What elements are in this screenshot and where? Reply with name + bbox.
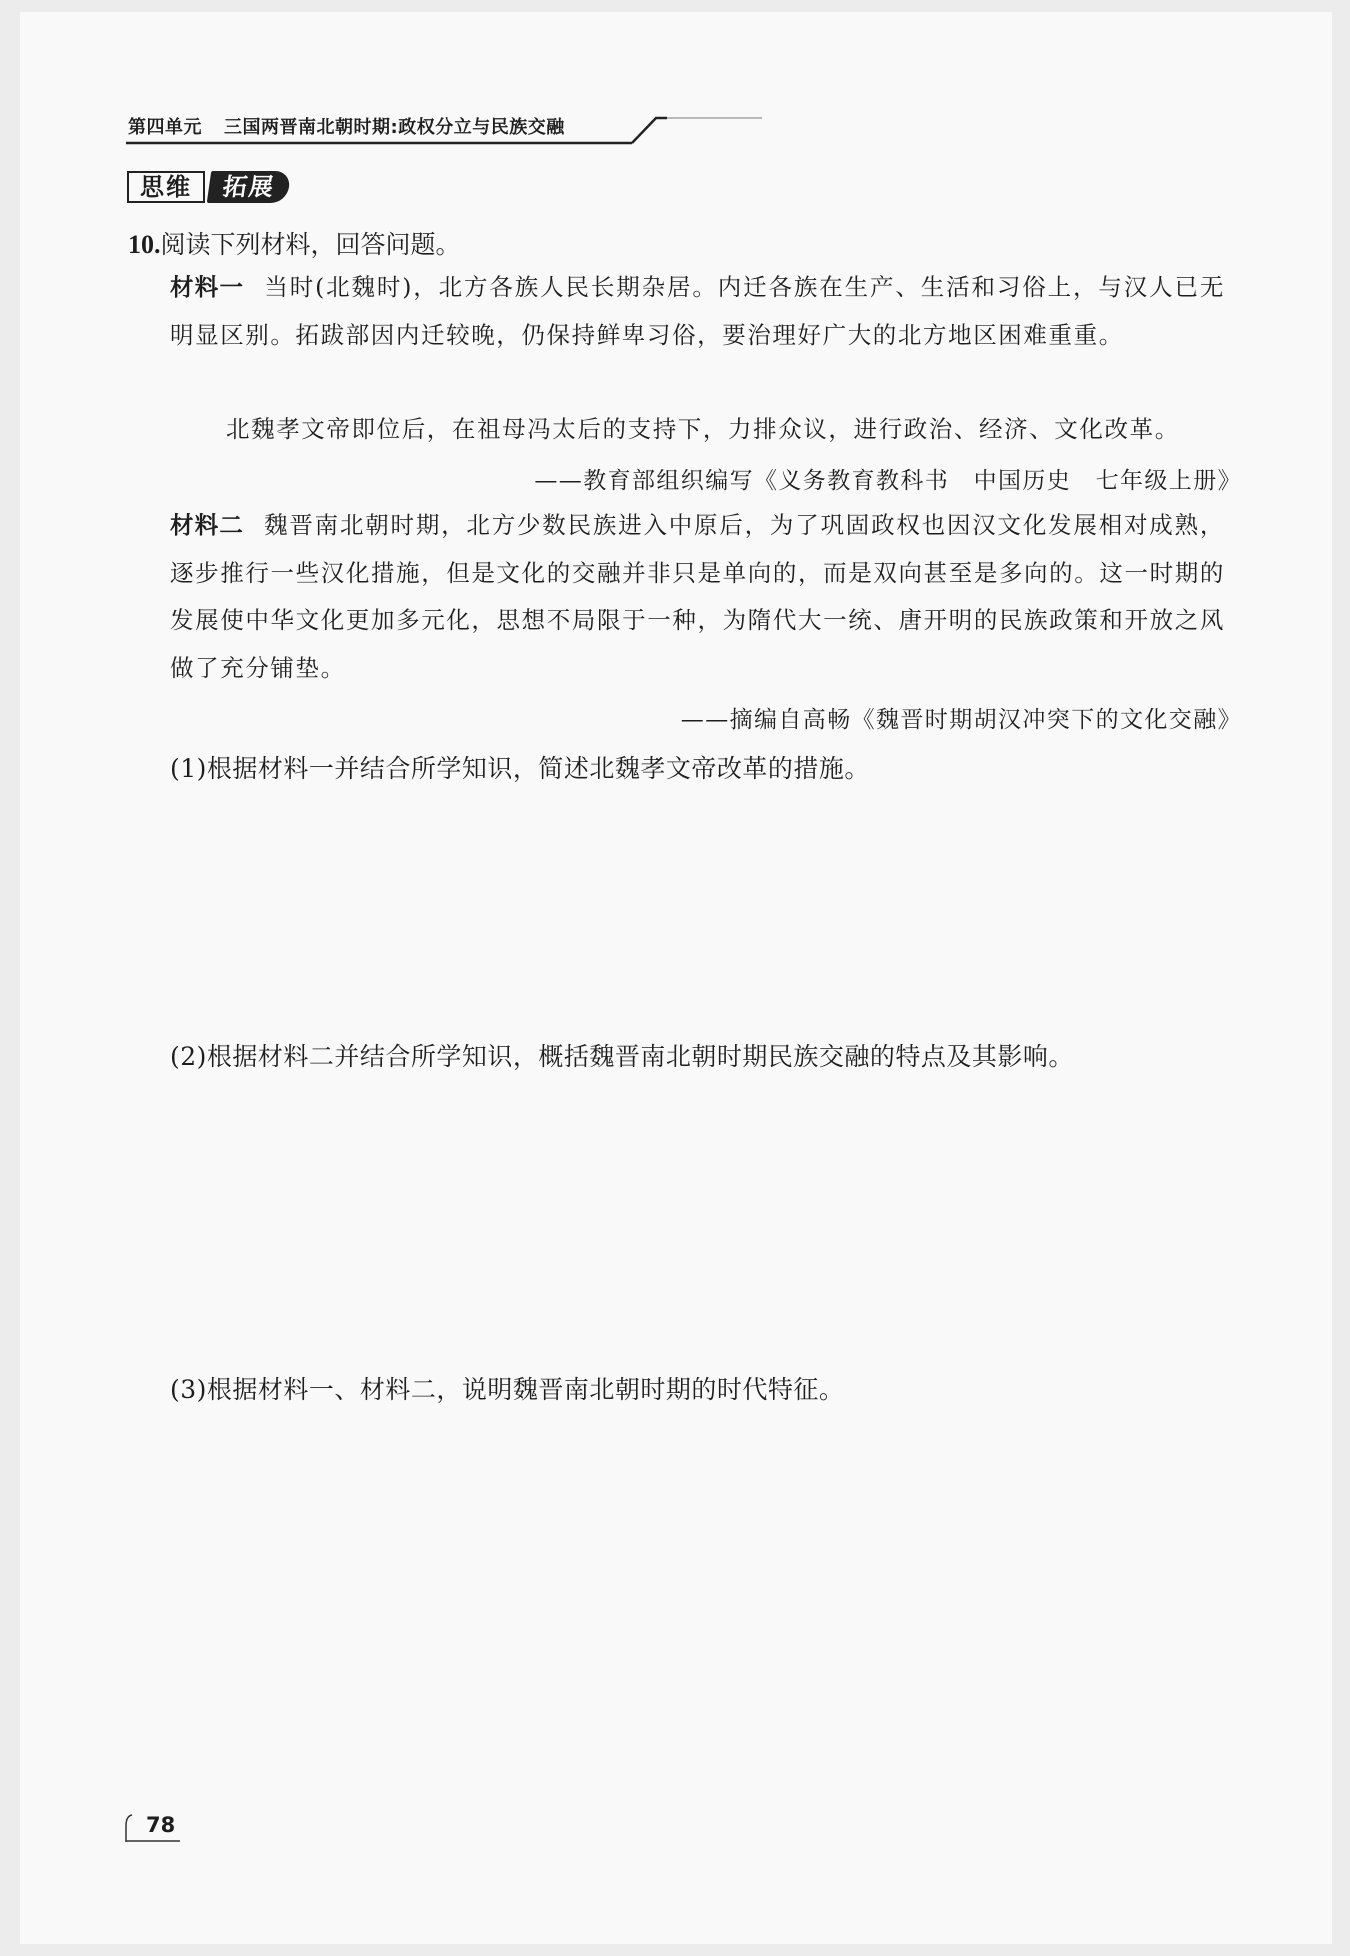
unit-label: 第四单元 bbox=[128, 117, 202, 138]
section-badge bbox=[127, 171, 289, 205]
material1-source: ——教育部组织编写《义务教育教科书 中国历史 七年级上册》 bbox=[534, 468, 1242, 494]
question-stem bbox=[128, 225, 461, 261]
material2-text: 魏晋南北朝时期，北方少数民族进入中原后，为了巩固政权也因汉文化发展相对成熟，逐步推行一些汉化措施，但是文化的交融并非只是单向的，而是双向甚至是多向的。这一时期的发展使中华文化更加多元化，思想不局限于一种，为隋代大一统、唐开明的民族政策和开放之风做了充分铺垫。 bbox=[170, 511, 1225, 682]
material1-paragraph-2 bbox=[226, 406, 1226, 454]
material1-text: 当时(北魏时)，北方各族人民长期杂居。内迁各族在生产、生活和习俗上，与汉人已无明显区别。拓跋部因内迁较晚，仍保持鲜卑习俗，要治理好广大的北方地区困难重重。 bbox=[170, 273, 1225, 349]
sub-question-3: (3)根据材料一、材料二，说明魏晋南北朝时期的时代特征。 bbox=[170, 1375, 845, 1404]
material2-label: 材料二 bbox=[170, 511, 245, 539]
material1-label: 材料一 bbox=[170, 273, 245, 301]
material2-paragraph bbox=[170, 502, 1225, 692]
question-prompt: 阅读下列材料，回答问题。 bbox=[160, 230, 461, 259]
unit-title: 三国两晋南北朝时期:政权分立与民族交融 bbox=[224, 117, 565, 138]
header-rule bbox=[126, 112, 766, 146]
badge-left-label: 思维 bbox=[127, 171, 205, 203]
material1-paragraph bbox=[170, 264, 1225, 359]
sub-question-1: (1)根据材料一并结合所学知识，简述北魏孝文帝改革的措施。 bbox=[170, 754, 870, 783]
sub-question-2: (2)根据材料二并结合所学知识，概括魏晋南北朝时期民族交融的特点及其影响。 bbox=[170, 1042, 1074, 1071]
material1-text2: 北魏孝文帝即位后，在祖母冯太后的支持下，力排众议，进行政治、经济、文化改革。 bbox=[226, 415, 1180, 443]
badge-right-label: 拓展 bbox=[207, 171, 291, 203]
material2-source: ——摘编自高畅《魏晋时期胡汉冲突下的文化交融》 bbox=[680, 707, 1242, 733]
page-number: 78 bbox=[146, 1813, 176, 1837]
question-number: 10. bbox=[128, 230, 161, 259]
